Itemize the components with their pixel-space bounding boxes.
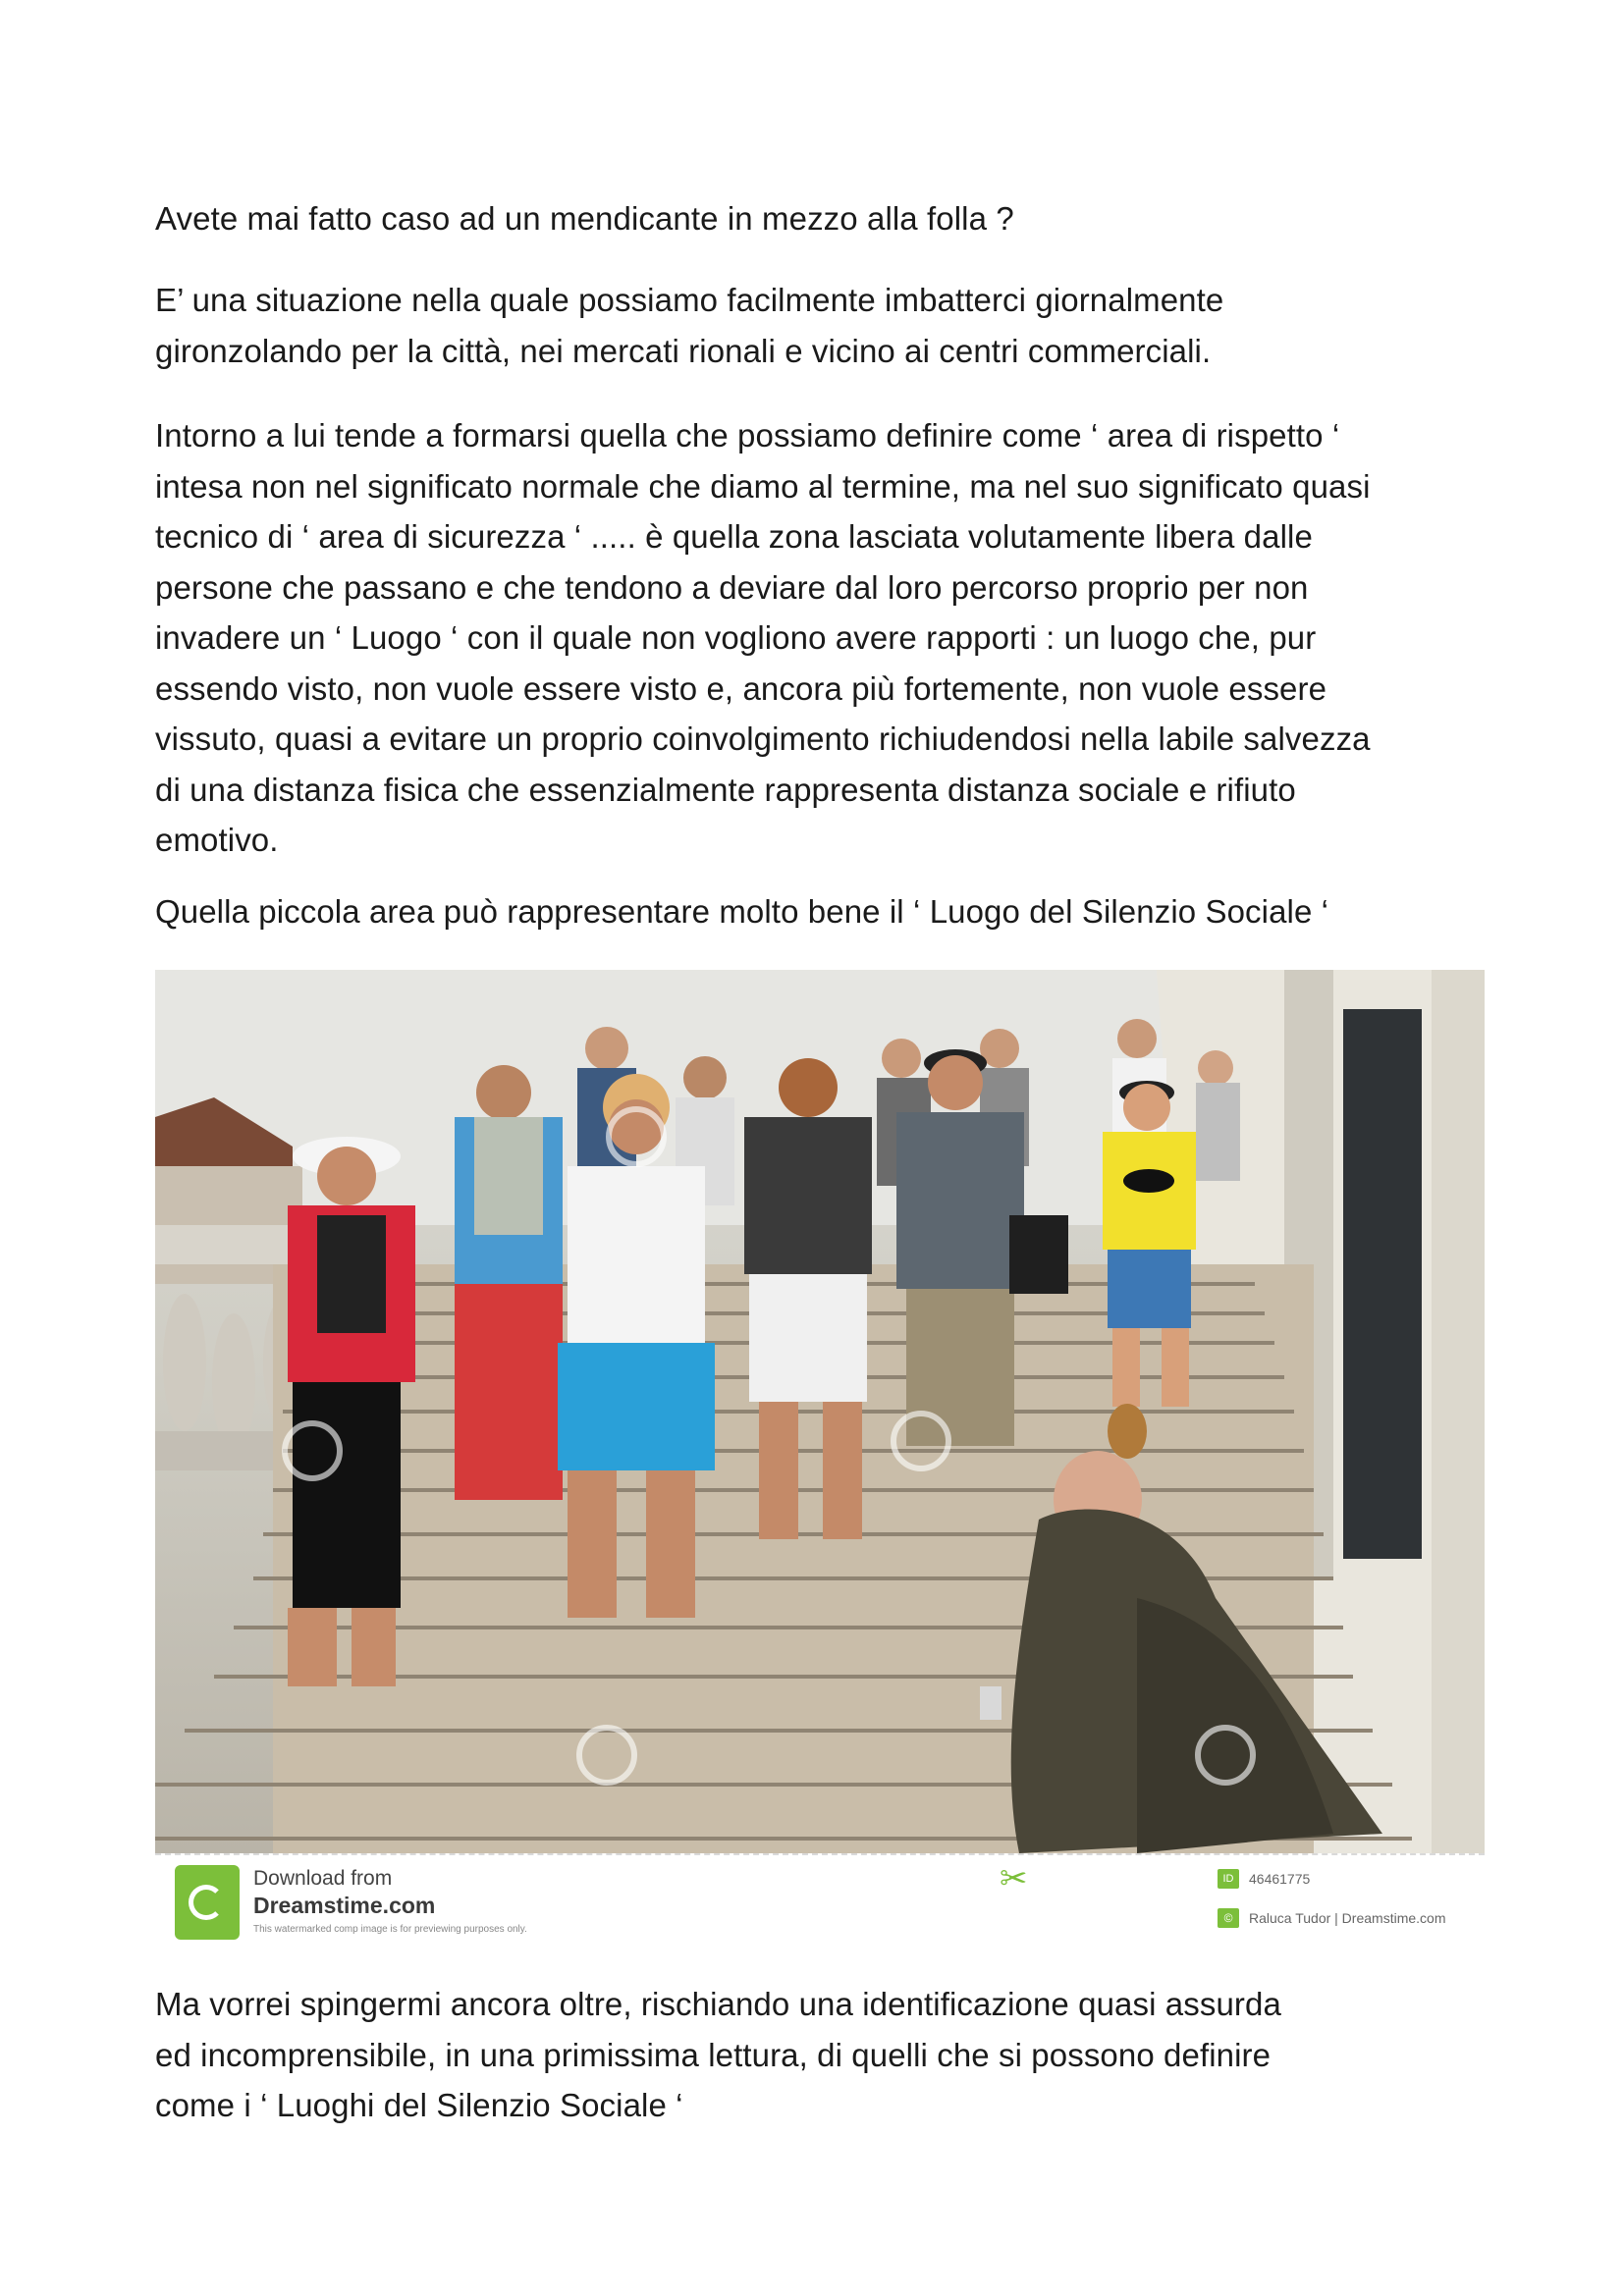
id-badge: ID (1218, 1869, 1239, 1889)
photo-illustration (155, 970, 1485, 1853)
photo-credit: Raluca Tudor | Dreamstime.com (1249, 1910, 1446, 1926)
photo-crowd-stairs-beggar (155, 970, 1485, 1853)
watermark-strip (155, 1853, 1485, 1953)
copyright-icon: © (1218, 1908, 1239, 1928)
paragraph-intro-question (155, 193, 1490, 244)
preview-notice: This watermarked comp image is for previewing purposes only. (253, 1924, 527, 1935)
text-line: gironzolando per la città, nei mercati rionali e vicino ai centri commerciali. (155, 332, 1212, 369)
site-name: Dreamstime.com (253, 1893, 436, 1918)
text-line: intesa non nel significato normale che diamo al termine, ma nel suo significato quasi (155, 467, 1371, 505)
dreamstime-logo-icon (175, 1865, 240, 1940)
scissors-icon: ✂ (1000, 1860, 1028, 1897)
man-backpack-red-pants (455, 1065, 563, 1500)
text-line: persone che passano e che tendono a deviare dal loro percorso proprio per non (155, 568, 1309, 606)
download-from-label: Download from (253, 1867, 393, 1890)
swirl-icon (189, 1885, 224, 1920)
text-line: ed incomprensibile, in una primissima lettura, di quelli che si possono definire (155, 2036, 1272, 2073)
woman-red-jacket (288, 1137, 415, 1686)
text-line: Intorno a lui tende a formarsi quella che possiamo definire come ‘ area di rispetto ‘ (155, 417, 1340, 454)
paragraph-area-of-respect (155, 410, 1490, 866)
paragraph-situation (155, 275, 1490, 376)
dog (1108, 1404, 1147, 1459)
text-line: Quella piccola area può rappresentare molto bene il ‘ Luogo del Silenzio Sociale ‘ (155, 893, 1329, 930)
text-line: E’ una situazione nella quale possiamo facilmente imbatterci giornalmente (155, 282, 1224, 318)
text-line: come i ‘ Luoghi del Silenzio Sociale ‘ (155, 2087, 683, 2123)
text-line: vissuto, quasi a evitare un proprio coinvolgimento richiudendosi nella labile salvezza (155, 721, 1371, 757)
text-line: tecnico di ‘ area di sicurezza ‘ ..... è quella zona lasciata volutamente libera dalle (155, 518, 1313, 555)
paragraph-social-silence (155, 886, 1490, 937)
text-line: Ma vorrei spingermi ancora oltre, rischiando una identificazione quasi assurda (155, 1986, 1281, 2022)
text-line: Avete mai fatto caso ad un mendicante in mezzo alla folla ? (155, 200, 1014, 237)
text-line: essendo visto, non vuole essere visto e, ancora più fortemente, non vuole essere (155, 669, 1327, 707)
text-line: di una distanza fisica che essenzialmente rappresenta distanza sociale e rifiuto (155, 771, 1296, 808)
text-line: emotivo. (155, 822, 279, 858)
text-line: invadere un ‘ Luogo ‘ con il quale non vogliono avere rapporti : un luogo che, pur (155, 619, 1317, 656)
paragraph-conclusion (155, 1979, 1490, 2131)
image-id: 46461775 (1249, 1871, 1311, 1887)
